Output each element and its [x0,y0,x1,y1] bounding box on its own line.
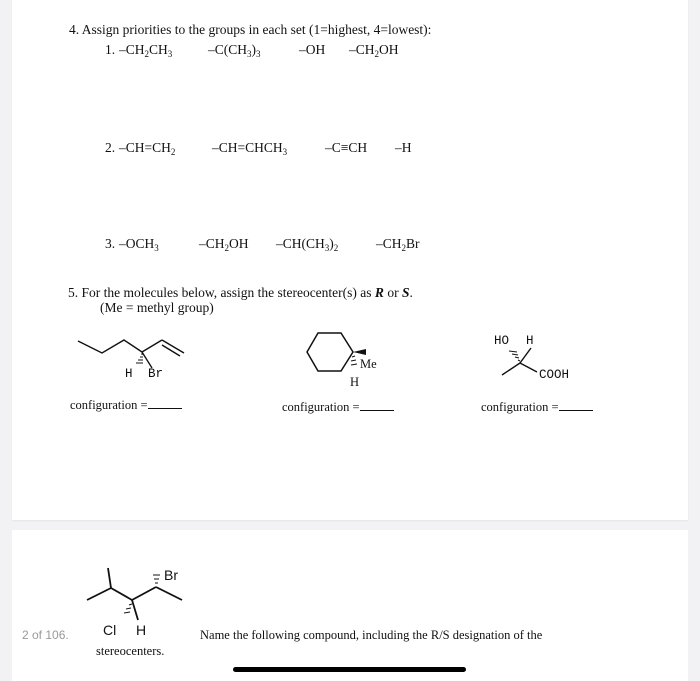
q4-set3-number: 3. [105,236,116,251]
mol1-h-label: H [125,367,133,381]
q4-set1-number: 1. [105,42,116,57]
q4-set2-group2: $-CH=CHCH_3$ [212,140,288,157]
mol3-bond-left [502,363,520,375]
mol4-hash-cl [124,604,132,613]
page-counter: 2 of 106. [22,628,69,642]
mol4-bond-2 [111,588,132,600]
mol3-bond-cooh [520,363,537,372]
q4-set3-group2: $-CH_2OH$ [199,236,249,253]
mol1-br-label: Br [148,367,164,381]
mol3-answer-blank[interactable] [559,399,593,411]
question-card [12,0,688,520]
q4-set1-group4: $-CH_2OH$ [349,42,399,59]
q4-set2-number: 2. [105,140,116,155]
q4-set2-group1: $-CH=CH_2$ [119,140,176,157]
q4-set2-group4: –H [395,140,412,155]
q4-set3-group1: $-OCH_3$ [119,236,159,253]
mol4-wedge-h [132,600,138,620]
q4-set3-group4: $-CH_2Br$ [376,236,420,253]
mol4-cl-label: Cl [103,622,117,638]
mol4-h-label: H [136,622,147,638]
q4-title: 4. Assign priorities to the groups in each set (1=highest, 4=lowest): [69,22,432,37]
home-indicator[interactable] [233,667,466,672]
next-question-continuation: stereocenters. [96,644,165,658]
mol1-config: configuration = [70,397,182,413]
q4-set1-group1: $-CH_2CH_3$ [119,42,173,59]
mol4-bond-up [108,568,111,588]
mol3-hash-ho [509,351,520,361]
next-question-card [12,530,688,681]
mol3-bond-h [520,348,531,363]
mol2-h-label: H [350,375,360,389]
mol4-bond-4 [156,587,182,600]
mol3-ho-label: HO [494,334,510,348]
mol4-bond-3 [132,587,156,600]
mol4-br-label: Br [164,567,178,583]
q5-title: 5. For the molecules below, assign the stereocenter(s) as R or S. [68,285,413,300]
mol4-bond-1 [87,588,111,600]
mol3-config: configuration = [481,399,593,415]
q4-set1-group3: –OH [299,42,326,57]
q4-set1-group2: $-C(CH_3)_3$ [208,42,261,59]
mol2-config: configuration = [282,399,394,415]
next-question-prompt: Name the following compound, including the R/S designation of the [200,628,543,642]
mol3-cooh-label: COOH [539,368,570,382]
mol3-h-label: H [526,334,534,348]
q4-set2-group3: –C≡CH [325,140,368,155]
molecule-3-structure [12,0,688,520]
mol2-me-label: Me [360,357,377,371]
mol4-hash-br [153,575,160,583]
q5-subtitle: (Me = methyl group) [100,300,214,315]
q4-set3-group3: $-CH(CH_3)_2$ [276,236,339,253]
